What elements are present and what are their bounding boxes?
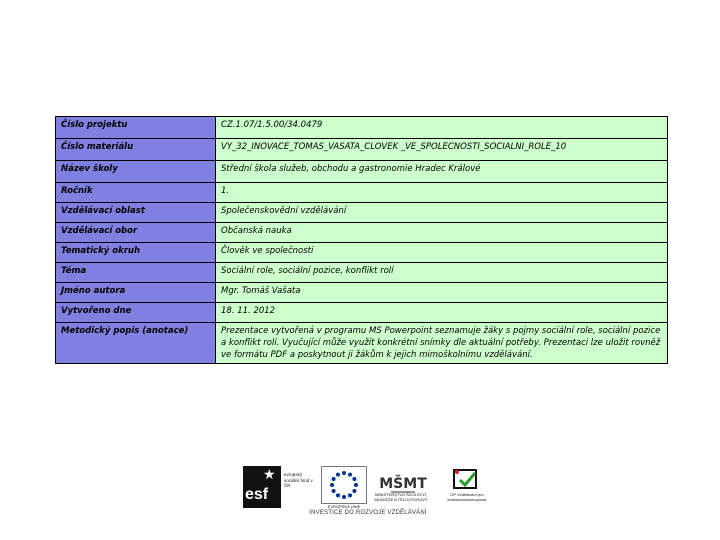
row-value: 18. 11. 2012 bbox=[216, 303, 668, 323]
op-caption: OP Vzdělávání pro konkurenceschopnost bbox=[447, 492, 487, 502]
row-label: Vzdělávací obor bbox=[56, 223, 216, 243]
row-value: Prezentace vytvořená v programu MS Powerpoint seznamuje žáky s pojmy sociální role, sociální pozice a konflikt rolí. Vyučující může využít konkrétní snímky dle aktuální potřeby. Prezentaci lze uložit rovněž ve formátu PDF a poskytnout ji žákům k jejich mimoškolnímu vzdělávání. bbox=[216, 323, 668, 364]
row-label: Téma bbox=[56, 263, 216, 283]
project-info-sheet bbox=[55, 116, 668, 364]
eu-flag-icon bbox=[321, 466, 367, 504]
esf-mark-text: esf bbox=[245, 486, 269, 503]
row-label: Číslo projektu bbox=[56, 117, 216, 139]
table-row bbox=[56, 139, 668, 161]
row-label: Vytvořeno dne bbox=[56, 303, 216, 323]
table-row bbox=[56, 161, 668, 183]
table-row bbox=[56, 283, 668, 303]
msmt-caption: MINISTERSTVO ŠKOLSTVÍ, MLÁDEŽE A TĚLOVÝCHOVY bbox=[374, 492, 428, 502]
row-value: Občanská nauka bbox=[216, 223, 668, 243]
row-value: 1. bbox=[216, 183, 668, 203]
msmt-mark: MŠMT bbox=[379, 476, 427, 492]
row-label: Tematický okruh bbox=[56, 243, 216, 263]
funding-logos bbox=[243, 462, 493, 522]
table-row bbox=[56, 263, 668, 283]
esf-logo bbox=[243, 466, 315, 508]
row-label: Ročník bbox=[56, 183, 216, 203]
project-metadata-table bbox=[55, 116, 668, 364]
row-label: Název školy bbox=[56, 161, 216, 183]
table-row bbox=[56, 183, 668, 203]
esf-caption: evropský sociální fond v ČR bbox=[284, 472, 313, 488]
row-label: Jméno autora bbox=[56, 283, 216, 303]
row-value: Sociální role, sociální pozice, konflikt rolí bbox=[216, 263, 668, 283]
row-value: VY_32_INOVACE_TOMAS_VASATA_CLOVEK _VE_SPOLECNOSTI_SOCIALNI_ROLE_10 bbox=[216, 139, 668, 161]
table-row bbox=[56, 223, 668, 243]
table-row bbox=[56, 243, 668, 263]
table-row bbox=[56, 203, 668, 223]
star-icon: ★ bbox=[263, 467, 276, 483]
op-logo bbox=[450, 466, 482, 494]
esf-mark bbox=[243, 466, 281, 508]
funding-tagline: INVESTICE DO ROZVOJE VZDĚLÁVÁNÍ bbox=[309, 510, 427, 516]
row-value: Člověk ve společnosti bbox=[216, 243, 668, 263]
eu-caption: EVROPSKÁ UNIE bbox=[327, 504, 361, 509]
table-row bbox=[56, 303, 668, 323]
row-value: Střední škola služeb, obchodu a gastronomie Hradec Králové bbox=[216, 161, 668, 183]
row-value: Mgr. Tomáš Vašata bbox=[216, 283, 668, 303]
table-row bbox=[56, 323, 668, 364]
row-value: CZ.1.07/1.5.00/34.0479 bbox=[216, 117, 668, 139]
row-label: Metodický popis (anotace) bbox=[56, 323, 216, 364]
row-label: Číslo materiálu bbox=[56, 139, 216, 161]
table-row bbox=[56, 117, 668, 139]
row-value: Společenskovědní vzdělávání bbox=[216, 203, 668, 223]
row-label: Vzdělávací oblast bbox=[56, 203, 216, 223]
